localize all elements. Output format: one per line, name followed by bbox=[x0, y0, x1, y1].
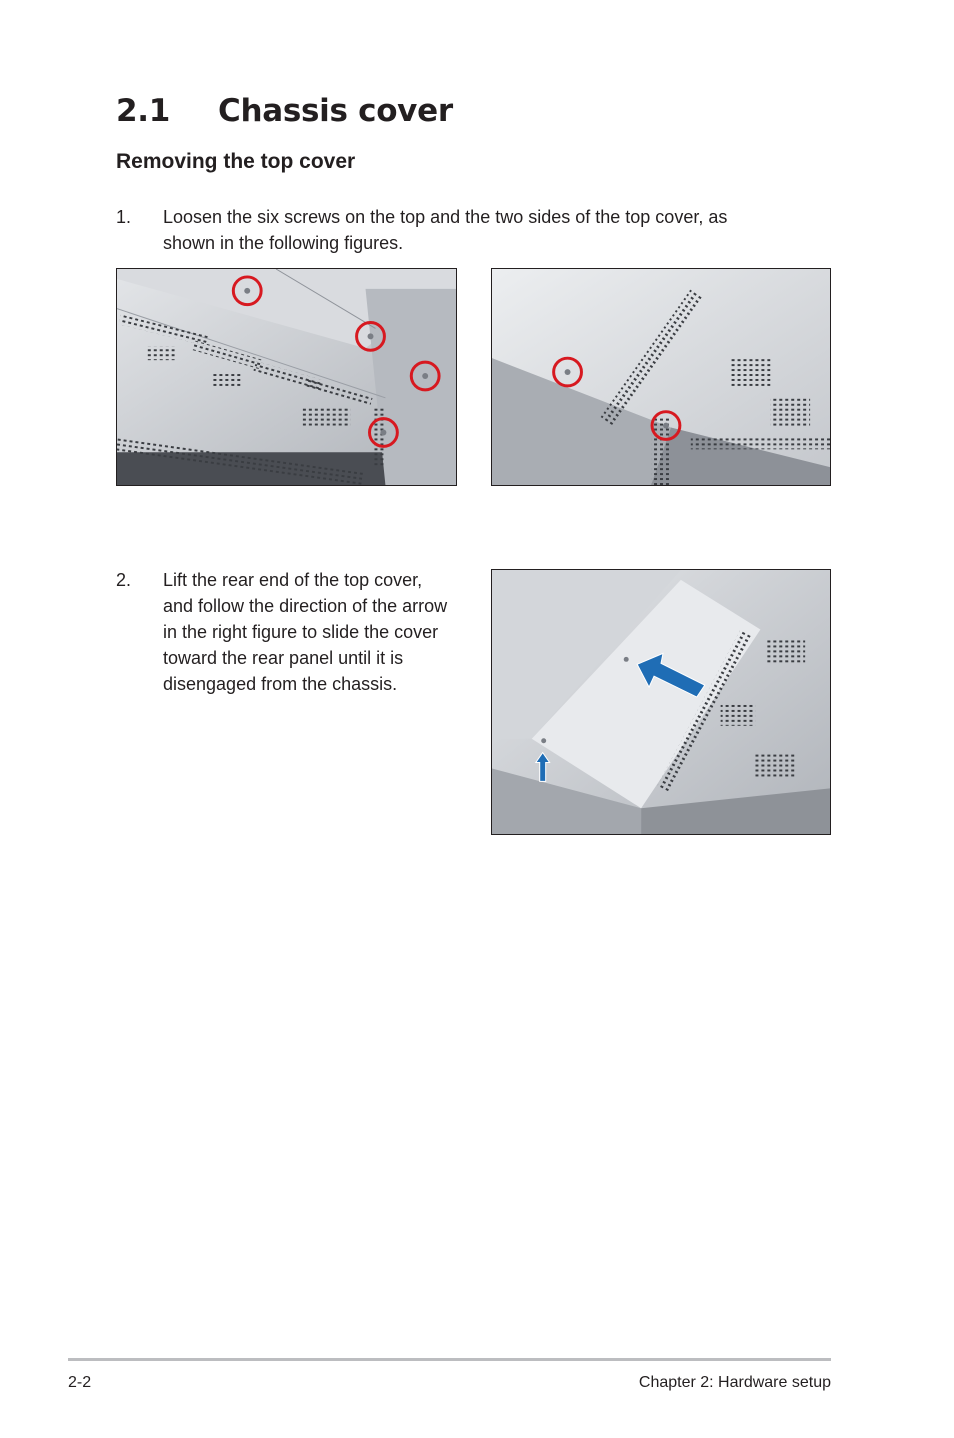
figure-top-screws bbox=[116, 268, 457, 486]
chassis-side-photo bbox=[492, 269, 830, 485]
section-title: Chassis cover bbox=[218, 93, 453, 129]
step-line: shown in the following figures. bbox=[163, 233, 404, 253]
step-text bbox=[163, 567, 447, 697]
chassis-cover-slide-photo bbox=[492, 570, 830, 834]
step-number: 2. bbox=[116, 570, 132, 590]
chassis-top-photo bbox=[117, 269, 456, 485]
step-line: Lift the rear end of the top cover, bbox=[163, 570, 423, 590]
step-line: in the right figure to slide the cover bbox=[163, 622, 439, 642]
section-heading bbox=[116, 90, 453, 132]
page-number: 2-2 bbox=[68, 1374, 92, 1391]
step-number: 1. bbox=[116, 207, 132, 227]
figure-slide-cover bbox=[491, 569, 831, 835]
figure-side-screws bbox=[491, 268, 831, 486]
step-line: toward the rear panel until it is bbox=[163, 648, 404, 668]
step-line: and follow the direction of the arrow bbox=[163, 596, 448, 616]
step-line: disengaged from the chassis. bbox=[163, 674, 398, 694]
subsection-title: Removing the top cover bbox=[116, 150, 356, 173]
section-number: 2.1 bbox=[116, 93, 171, 129]
chapter-label: Chapter 2: Hardware setup bbox=[638, 1374, 831, 1391]
step-line: Loosen the six screws on the top and the two sides of the top cover, as bbox=[163, 207, 728, 227]
step-text bbox=[163, 204, 727, 256]
footer-divider bbox=[68, 1358, 831, 1361]
